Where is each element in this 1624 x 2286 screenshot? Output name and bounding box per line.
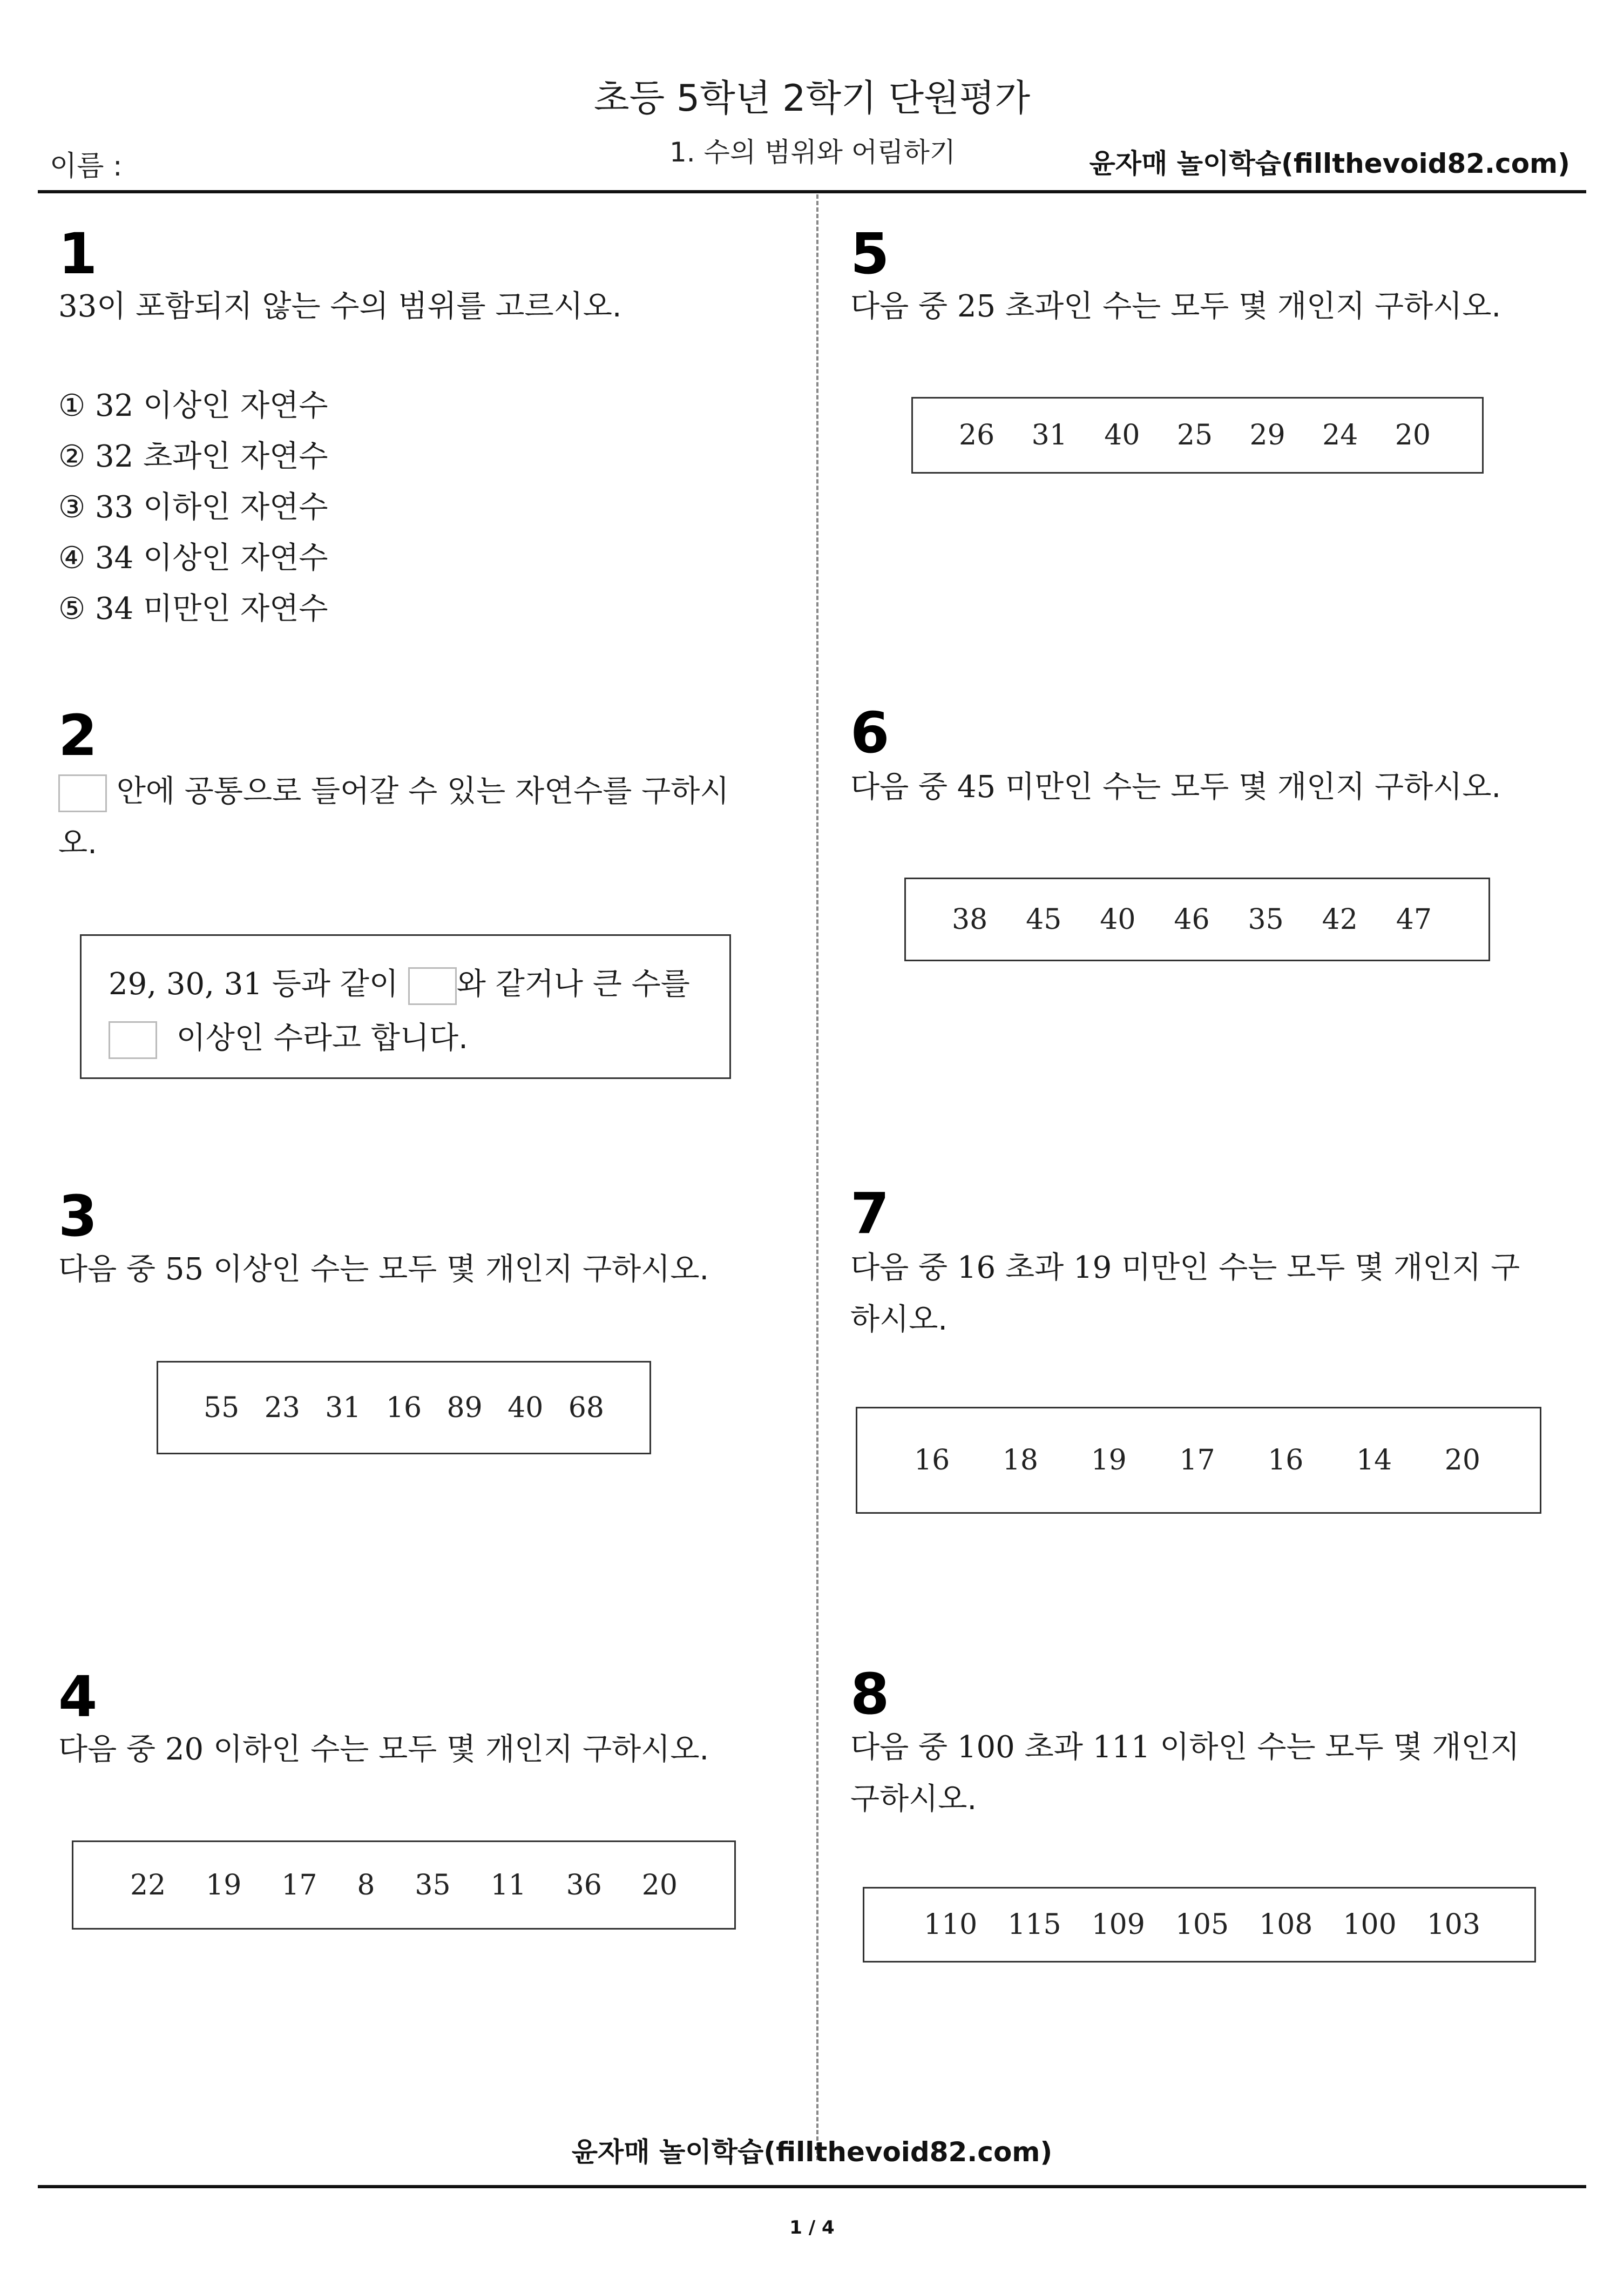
box-blank-2[interactable] [109,1021,157,1059]
box-blank-1[interactable] [408,967,457,1005]
question-6-text: 다음 중 45 미만인 수는 모두 몇 개인지 구하시오. [850,770,1501,805]
list-item: 40 [1104,419,1140,451]
list-item: 105 [1175,1909,1229,1941]
list-item: 55 [204,1391,240,1424]
list-item: 38 [952,903,988,936]
question-4-number: 4 [58,1664,98,1730]
question-8-number-box [863,1887,1536,1963]
page-title: 초등 5학년 2학기 단원평가 [593,77,1031,120]
list-item: 23 [264,1391,300,1424]
question-5-text: 다음 중 25 초과인 수는 모두 몇 개인지 구하시오. [850,289,1501,324]
name-label: 이름 : [50,150,123,183]
list-item: 68 [568,1391,604,1424]
list-item: 103 [1426,1909,1480,1941]
list-item: 17 [1179,1444,1215,1476]
choice-3[interactable]: ③ 33 이하인 자연수 [58,490,328,525]
list-item: 14 [1356,1444,1392,1476]
list-item: 19 [206,1869,242,1901]
list-item: 20 [1444,1444,1480,1476]
question-1-number: 1 [58,221,98,287]
question-6-number: 6 [850,700,890,766]
question-4-number-box [72,1840,736,1930]
list-item: 16 [385,1391,422,1424]
question-7-number: 7 [850,1181,890,1246]
list-item: 31 [1031,419,1067,451]
footer-divider [38,2185,1586,2188]
list-item: 18 [1002,1444,1038,1476]
list-item: 100 [1343,1909,1397,1941]
list-item: 46 [1174,903,1210,936]
question-4-text: 다음 중 20 이하인 수는 모두 몇 개인지 구하시오. [58,1732,709,1767]
list-item: 110 [924,1909,978,1941]
list-item: 19 [1091,1444,1127,1476]
list-item: 109 [1091,1909,1145,1941]
question-6-number-box [904,878,1490,961]
list-item: 20 [641,1869,678,1901]
question-5-number-box [911,397,1484,474]
question-3-number: 3 [58,1183,98,1249]
question-2-box: 29, 30, 31 등과 같이 와 같거나 큰 수를 이상인 수라고 합니다. [80,934,731,1079]
list-item: 42 [1322,903,1358,936]
brand-header: 윤자매 놀이학습(fillthevoid82.com) [1089,148,1570,179]
question-1-value: 33 [58,289,97,324]
list-item: 16 [914,1444,950,1476]
list-item: 115 [1007,1909,1061,1941]
question-1-text: 33이 포함되지 않는 수의 범위를 고르시오. [58,289,622,324]
answer-blank[interactable] [58,774,107,812]
list-item: 16 [1268,1444,1304,1476]
unit-subtitle: 1. 수의 범위와 어림하기 [669,137,956,168]
choice-2[interactable]: ② 32 초과인 자연수 [58,439,328,474]
list-item: 25 [1176,419,1213,451]
question-1-choices [58,381,328,635]
choice-1[interactable]: ① 32 이상인 자연수 [58,388,328,423]
choice-5[interactable]: ⑤ 34 미만인 자연수 [58,591,328,626]
list-item: 40 [1100,903,1136,936]
page-number: 1 / 4 [789,2217,835,2238]
question-7-text: 다음 중 16 초과 19 미만인 수는 모두 몇 개인지 구 하시오. [850,1250,1520,1337]
question-3-text: 다음 중 55 이상인 수는 모두 몇 개인지 구하시오. [58,1252,709,1287]
list-item: 8 [357,1869,375,1901]
list-item: 29 [1249,419,1285,451]
list-item: 11 [490,1869,526,1901]
list-item: 36 [566,1869,602,1901]
question-3-number-box [157,1361,651,1454]
question-2-number: 2 [58,703,98,768]
list-item: 20 [1395,419,1431,451]
list-item: 35 [1248,903,1284,936]
list-item: 35 [415,1869,451,1901]
list-item: 89 [446,1391,483,1424]
question-5-number: 5 [850,221,890,287]
list-item: 47 [1396,903,1432,936]
question-8-number: 8 [850,1661,890,1727]
column-divider [816,194,818,2160]
question-7-number-box [856,1407,1541,1514]
list-item: 31 [325,1391,361,1424]
brand-footer: 윤자매 놀이학습(fillthevoid82.com) [571,2136,1053,2168]
choice-4[interactable]: ④ 34 이상인 자연수 [58,541,328,576]
list-item: 24 [1322,419,1358,451]
question-8-text: 다음 중 100 초과 111 이하인 수는 모두 몇 개인지 구하시오. [850,1730,1520,1817]
list-item: 17 [281,1869,317,1901]
list-item: 40 [508,1391,544,1424]
list-item: 22 [130,1869,166,1901]
list-item: 26 [959,419,995,451]
question-2-text: 안에 공통으로 들어갈 수 있는 자연수를 구하시 오. [58,774,729,861]
header-divider [38,190,1586,193]
list-item: 45 [1026,903,1062,936]
list-item: 108 [1259,1909,1313,1941]
